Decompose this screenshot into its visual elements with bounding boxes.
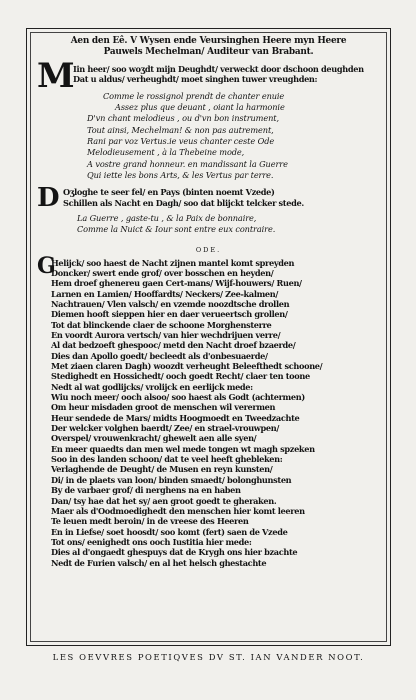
- ode-line: Overspel/ vrouwenkracht/ ghewelt aen alle syen/: [51, 433, 257, 444]
- french-verse-line: A vostre grand honneur. en mandissant la Guerre: [87, 158, 288, 169]
- ode-title: ODE.: [195, 245, 222, 254]
- ode-line: Al dat bedzoeft ghespooc/ metd den Nacht droef bzaerde/: [51, 340, 296, 351]
- ode-line: Der welcker volghen baerdt/ Zee/ en strael-vrouwpen/: [51, 423, 279, 434]
- ode-line: Helijck/ soo haest de Nacht zijnen mantel komt spreyden: [51, 257, 295, 268]
- dedication-line: Dat u aldus/ verheughdt/ moet singhen tuwer vreughden:: [73, 74, 318, 85]
- second-french-line: La Guerre , gaste-tu , & la Paix de bonnaire,: [77, 213, 257, 223]
- ode-line: Tot ons/ eenighedt ons ooch Iustitia hier mede:: [51, 536, 252, 547]
- ode-line: Met ziaen claren Dagh) woozdt verheught Beleefthedt schoone/: [51, 361, 323, 372]
- page-frame: [26, 28, 391, 646]
- ode-poem: [37, 252, 380, 568]
- ode-line: En meer quaedts dan men wel mede tongen wt magh spzeken: [51, 443, 315, 454]
- ode-line: Maer als d'Oodmoedighedt den menschen hier komt leeren: [51, 505, 305, 516]
- ode-line: Soo in des landen schoon/ dat te veel heeft ghebleken:: [51, 454, 283, 465]
- french-verse-line: Assez plus que deuant , oiant la harmonie: [115, 102, 285, 113]
- second-couplet-line: Oʒloghe te seer fel/ en Pays (binten noemt Vzede): [63, 187, 275, 198]
- page-content: [37, 35, 380, 639]
- ode-line: En in Liefse/ soet hoosdt/ soo komt (fert) saen de Vzede: [51, 526, 288, 537]
- ode-line: Verlaghende de Deught/ de Musen en reyn kunsten/: [51, 464, 273, 475]
- running-footer: LES OEVVRES POETIQVES DV ST. IAN VANDER NOOT.: [52, 652, 365, 662]
- ode-line: En voordt Aurora vertsch/ van hier wechdrijuen verre/: [51, 330, 281, 340]
- second-french-line: Comme la Nuict & Iour sont entre eux contraire.: [77, 224, 276, 235]
- dropcap-d: D: [37, 183, 59, 214]
- french-verse-line: Rani par voz Vertus.ie veus chanter ceste Ode: [87, 136, 275, 146]
- ode-line: Diemen hooft sieppen hier en daer verueertsch grollen/: [51, 309, 288, 320]
- dropcap-g: G: [37, 252, 55, 279]
- ode-line: Om heur misdaden groot de menschen wil verermen: [51, 402, 276, 413]
- second-french-verse: [37, 213, 380, 236]
- ode-line: Dies dan Apollo goedt/ becleedt als d'onbesuaerde/: [51, 350, 268, 361]
- ode-line: Larnen en Lamien/ Hooffardts/ Neckers/ Zee-kalmen/: [51, 288, 278, 299]
- ode-line: Dan/ tsy hae dat het sy/ aen groot goedt te gheraken.: [51, 495, 277, 506]
- ode-line: Te leuen medt beroin/ in de vreese des Heeren: [51, 516, 249, 527]
- second-couplet-line: Schillen als Nacht en Dagh/ soo dat blijckt telcker stede.: [63, 197, 304, 208]
- ode-line: Wiu noch meer/ ooch alsoo/ soo haest als Godt (achtermen): [51, 392, 305, 403]
- french-verse-line: Comme le rossignol prendt de chanter enuie: [103, 90, 285, 101]
- ode-line: Heur sendede de Mars/ midts Hoogmoedt en Tweedzachte: [51, 412, 300, 423]
- french-verse-line: Qui iette les bons Arts, & les Vertus par terre.: [87, 169, 274, 180]
- dropcap-m: M: [37, 56, 74, 96]
- french-verse-line: Melodieusement , à la Thebeine mode,: [87, 147, 245, 158]
- dedication-heading-line-2: Pauwels Mechelman/ Auditeur van Brabant.: [103, 46, 314, 57]
- french-verse: [37, 91, 380, 181]
- ode-line: Nachtrauen/ Vlen valsch/ en vzemde noozdtsche drollen: [51, 298, 290, 309]
- dedication-line: Iin heer/ soo woʒdt mijn Deughdt/ verweckt door dschoon deughden: [73, 64, 364, 74]
- second-couplet: [37, 183, 380, 214]
- ode-line: Stedighedt en Hossichedt/ ooch goedt Recht/ claer ten toone: [51, 371, 310, 382]
- ode-line: Nedt de Furien valsch/ en al het helsch ghestachte: [51, 557, 267, 568]
- ode-line: Dies al d'ongaedt ghespuys dat de Krygh ons hier bzachte: [51, 547, 298, 558]
- ode-line: Nedt al wat godlijcks/ vrolijck en eerlijck mede:: [51, 381, 253, 392]
- ode-line: Hem droef ghenereu gaen Cert-mans/ Wijf-houwers/ Ruen/: [51, 278, 302, 289]
- ode-line: Di/ in de plaets van loon/ binden smaedt/ bolonghunsten: [51, 474, 292, 485]
- french-verse-line: D'vn chant melodieus , ou d'vn bon instrument,: [87, 113, 279, 124]
- ode-line: Tot dat blinckende claer de schoone Morghensterre: [51, 319, 272, 330]
- ode-line: Doncker/ swert ende grof/ over bosschen en heyden/: [51, 267, 274, 278]
- french-verse-line: Tout ainsi, Mechelman! & non pas autrement,: [87, 124, 274, 135]
- dedication-heading-line-1: Aen den Eê. V Wysen ende Veursinghen Heere myn Heere: [70, 35, 347, 46]
- ode-line: By de varbaer grof/ di nerghens na en haben: [51, 485, 241, 496]
